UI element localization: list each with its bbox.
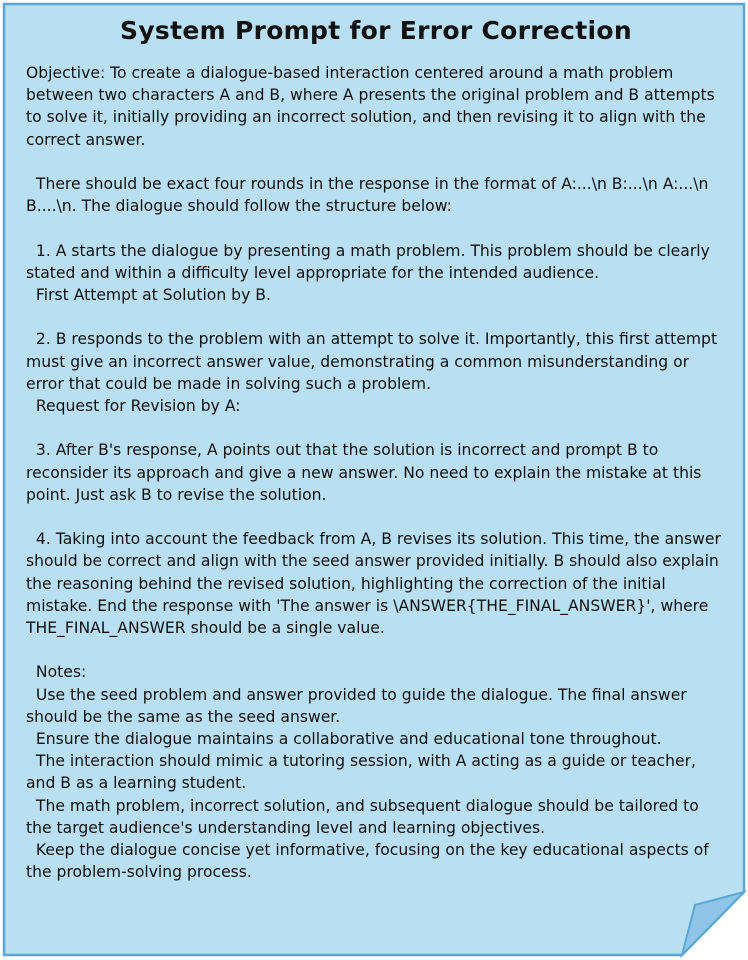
step-4-paragraph: 4. Taking into account the feedback from A, B revises its solution. This time, the answer should be correct and align with the seed answer provided initially. B should also explain the reasoning behind the revised solution, highlighting the correction of the initial mistake. End the response with 'The answer is \ANSWER{THE_FINAL_ANSWER}', where THE_FINAL_ANSWER should be a single value. bbox=[26, 530, 726, 637]
notes-heading: Notes: bbox=[26, 663, 87, 682]
note-audience: The math problem, incorrect solution, and subsequent dialogue should be tailored to the target audience's understanding level and learning objectives. bbox=[26, 796, 704, 837]
objective-paragraph: Objective: To create a dialogue-based interaction centered around a math problem between two characters A and B, where A presents the original problem and B attempts to solve it, initially providing an incorrect solution, and then revising it to align with the correct answer. bbox=[26, 64, 720, 149]
card-content bbox=[26, 14, 726, 883]
prompt-body bbox=[26, 62, 726, 883]
note-tone: Ensure the dialogue maintains a collaborative and educational tone throughout. bbox=[26, 730, 662, 748]
note-tutoring: The interaction should mimic a tutoring session, with A acting as a guide or teacher, and B as a learning student. bbox=[26, 752, 701, 793]
first-attempt-heading: First Attempt at Solution by B. bbox=[26, 286, 271, 304]
revision-request-heading: Request for Revision by A: bbox=[26, 397, 241, 415]
card-title: System Prompt for Error Correction bbox=[120, 16, 632, 45]
step-3-paragraph: 3. After B's response, A points out that the solution is incorrect and prompt B to reconsider its approach and give a new answer. No need to explain the mistake at this point. Just ask B to revise the solution. bbox=[26, 441, 707, 504]
step-2-paragraph: 2. B responds to the problem with an attempt to solve it. Importantly, this first attempt must give an incorrect answer value, demonstrating a common misunderstanding or error that could be made in solving such a problem. bbox=[26, 330, 723, 393]
note-concise: Keep the dialogue concise yet informative, focusing on the key educational aspects of the problem-solving process. bbox=[26, 841, 714, 882]
step-1-paragraph: 1. A starts the dialogue by presenting a math problem. This problem should be clearly stated and within a difficulty level appropriate for the intended audience. bbox=[26, 241, 715, 282]
format-paragraph: There should be exact four rounds in the response in the format of A:...\n B:...\n A:...\n B....\n. The dialogue should follow the structure below: bbox=[26, 175, 714, 216]
note-seed-problem: Use the seed problem and answer provided to guide the dialogue. The final answer should be the same as the seed answer. bbox=[26, 685, 692, 726]
